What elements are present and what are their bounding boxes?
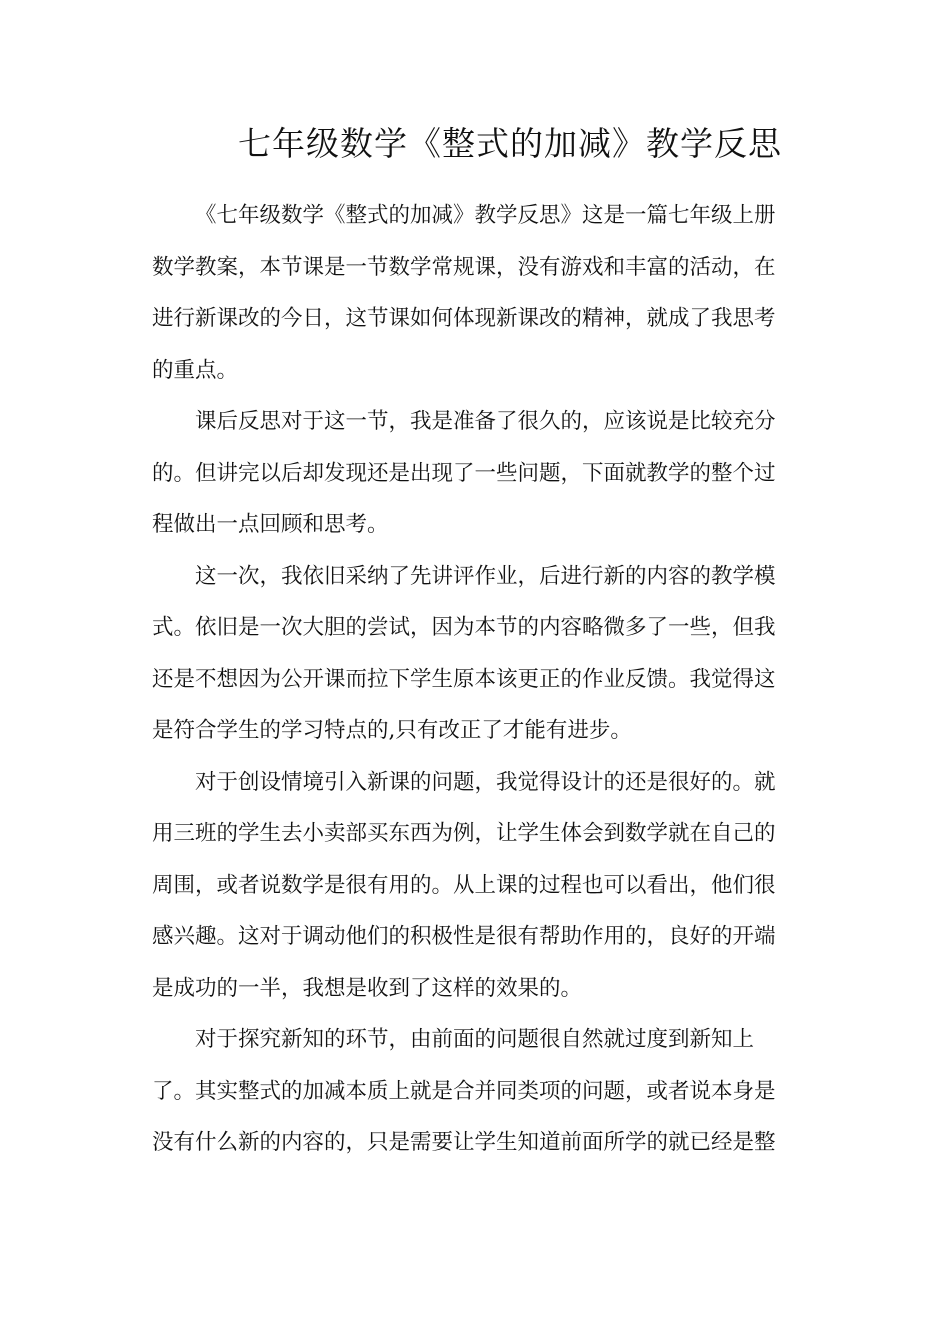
paragraph-4	[152, 757, 800, 1015]
text-line: 课后反思对于这一节，我是准备了很久的，应该说是比较充分	[195, 409, 776, 434]
document-title: 七年级数学《整式的加减》教学反思	[238, 124, 782, 163]
text-line: 程做出一点回顾和思考。	[152, 512, 389, 537]
text-line: 数学教案，本节课是一节数学常规课，没有游戏和丰富的活动，在	[152, 254, 776, 280]
text-line: 还是不想因为公开课而拉下学生原本该更正的作业反馈。我觉得这	[152, 666, 776, 692]
text-line: 的重点。	[152, 357, 239, 383]
paragraph-1	[152, 190, 800, 396]
text-line: 《七年级数学《整式的加减》教学反思》这是一篇七年级上册	[195, 203, 776, 228]
paragraph-5	[152, 1014, 800, 1169]
text-line: 没有什么新的内容的，只是需要让学生知道前面所学的就已经是整	[152, 1130, 776, 1155]
document-body	[152, 190, 800, 1169]
text-line: 的。但讲完以后却发现还是出现了一些问题，下面就教学的整个过	[152, 460, 776, 486]
text-line: 对于探究新知的环节，由前面的问题很自然就过度到新知上	[195, 1027, 755, 1052]
paragraph-3	[152, 551, 800, 757]
text-line: 是符合学生的学习特点的,只有改正了才能有进步。	[152, 718, 632, 743]
text-line: 感兴趣。这对于调动他们的积极性是很有帮助作用的，良好的开端	[152, 924, 776, 949]
text-line: 进行新课改的今日，这节课如何体现新课改的精神，就成了我思考	[152, 306, 776, 331]
text-line: 了。其实整式的加减本质上就是合并同类项的问题，或者说本身是	[152, 1078, 776, 1104]
paragraph-2	[152, 396, 800, 551]
text-line: 周围，或者说数学是很有用的。从上课的过程也可以看出，他们很	[152, 872, 776, 898]
text-line: 对于创设情境引入新课的问题，我觉得设计的还是很好的。就	[195, 769, 776, 795]
text-line: 这一次，我依旧采纳了先讲评作业，后进行新的内容的教学模	[195, 563, 776, 589]
text-line: 式。依旧是一次大胆的尝试，因为本节的内容略微多了一些，但我	[152, 615, 776, 640]
text-line: 用三班的学生去小卖部买东西为例，让学生体会到数学就在自己的	[152, 821, 776, 846]
text-line: 是成功的一半，我想是收到了这样的效果的。	[152, 975, 583, 1001]
